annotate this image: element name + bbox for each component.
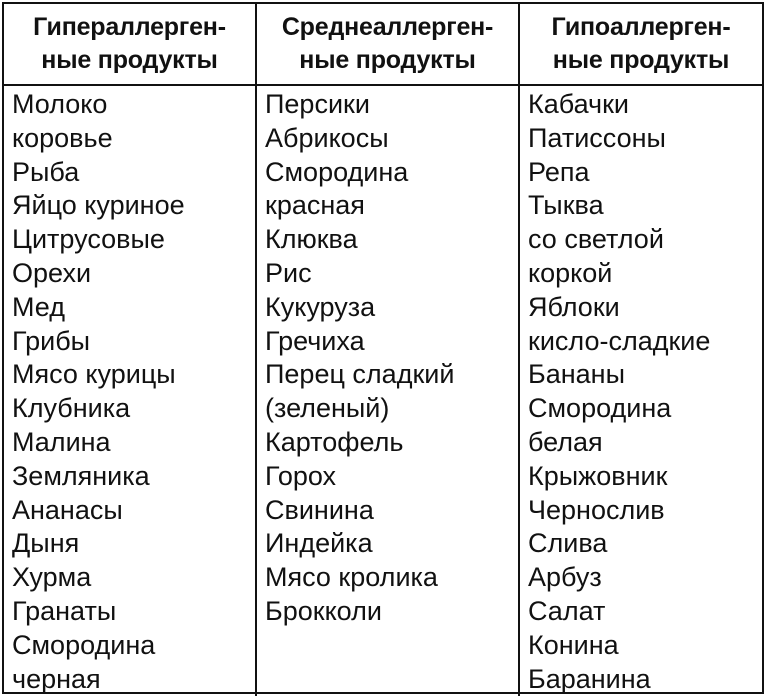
list-item: Клюква (265, 224, 358, 255)
list-item: Яблоки (528, 291, 620, 322)
list-item: Клубника (12, 393, 131, 424)
list-item: Кабачки (528, 89, 629, 119)
header-line: ные продукты (41, 46, 218, 74)
list-item: красная (265, 190, 365, 221)
list-item: Патиссоны (528, 122, 666, 153)
header-medium-allergenic (255, 4, 518, 86)
list-item: белая (528, 426, 603, 457)
list-item: Свинина (265, 494, 374, 525)
header-line: Гипоаллерген- (551, 13, 731, 41)
list-item: Смородина (12, 629, 156, 660)
list-item: Гречиха (265, 325, 365, 356)
list-item: Арбуз (528, 562, 602, 593)
column-hyperallergenic-list (4, 86, 255, 696)
header-hyperallergenic (4, 4, 255, 86)
list-item: Грибы (12, 325, 91, 356)
list-item: Конина (528, 629, 619, 660)
list-item: Цитрусовые (12, 224, 165, 255)
list-item: Персики (265, 89, 370, 119)
list-item: Горох (265, 460, 337, 491)
list-item: Слива (528, 528, 608, 559)
list-item: Перец сладкий (265, 359, 455, 390)
list-item: Гранаты (12, 595, 117, 626)
header-line: Гипераллерген- (33, 13, 226, 41)
list-item: кисло-сладкие (528, 325, 711, 356)
list-item: Крыжовник (528, 460, 668, 491)
list-item: коркой (528, 257, 613, 288)
list-item: Молоко (12, 89, 108, 119)
list-item: Малина (12, 426, 111, 457)
column-hypoallergenic-list (518, 86, 762, 696)
list-item: Рыба (12, 156, 80, 187)
list-item: Земляника (12, 460, 150, 491)
list-item: Абрикосы (265, 122, 389, 153)
header-line: ные продукты (552, 46, 730, 74)
list-item: со светлой (528, 224, 664, 255)
header-line: ные продукты (299, 46, 476, 74)
list-item: Кукуруза (265, 291, 376, 322)
list-item: Баранина (528, 663, 651, 694)
list-item: Мясо курицы (12, 359, 176, 390)
list-item: Картофель (265, 426, 404, 457)
list-item: Смородина (265, 156, 409, 187)
list-item: Ананасы (12, 494, 123, 525)
column-medium-allergenic-list (255, 86, 518, 696)
list-item: Мясо кролика (265, 562, 438, 593)
list-item: Рис (265, 257, 312, 288)
list-item: Тыква (528, 190, 604, 221)
list-item: Хурма (12, 562, 92, 593)
list-item: Чернослив (528, 494, 665, 525)
list-item: черная (12, 663, 101, 694)
list-item: Индейка (265, 528, 373, 559)
list-item: Салат (528, 595, 606, 626)
list-item: Смородина (528, 393, 672, 424)
list-item: (зеленый) (265, 393, 390, 424)
list-item: Брокколи (265, 595, 382, 626)
list-item: коровье (12, 122, 113, 153)
list-item: Орехи (12, 257, 92, 288)
list-item: Яйцо куриное (12, 190, 185, 221)
list-item: Бананы (528, 359, 625, 390)
list-item: Дыня (12, 528, 80, 559)
list-item: Мед (12, 291, 65, 322)
header-line: Среднеаллерген- (281, 13, 494, 41)
allergen-products-table (2, 2, 764, 694)
list-item: Репа (528, 156, 590, 187)
header-hypoallergenic (518, 4, 762, 86)
